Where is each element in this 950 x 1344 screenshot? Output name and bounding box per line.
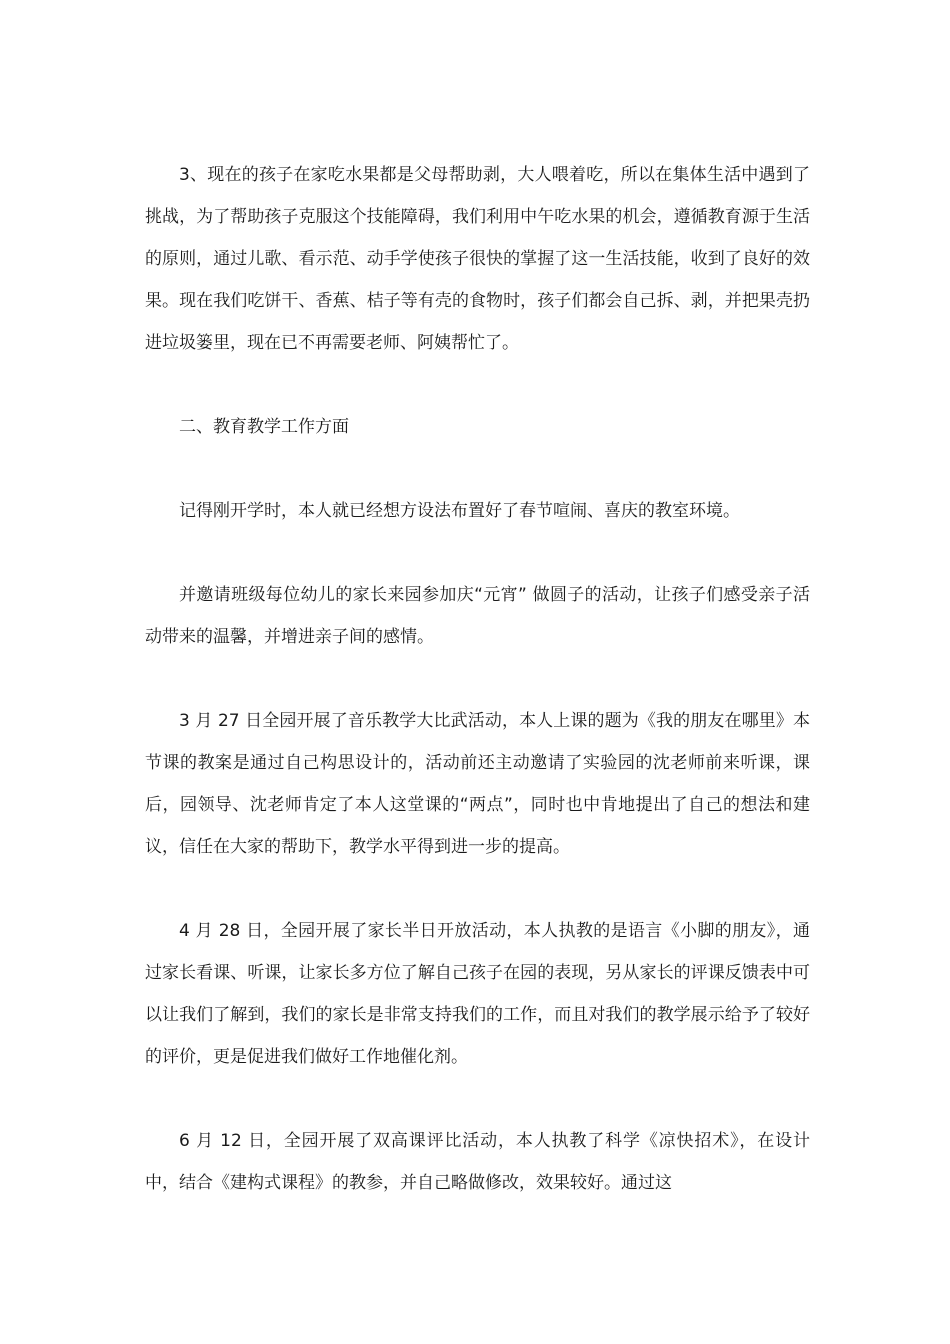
paragraph-classroom-environment: 记得刚开学时，本人就已经想方设法布置好了春节喧闹、喜庆的教室环境。 [179,501,740,521]
paragraph-parent-open-day: 4 月 28 日，全园开展了家长半日开放活动，本人执教的是语言《小脚的朋友》，通过家长看课、听课，让家长多方位了解自己孩子在园的表现，另从家长的评课反馈表中可以让我们了解到，我们的家长是非常支持我们的工作，而且对我们的教学展示给予了较好的评价，更是促进我们做好工作地催化剂。 [145,921,810,1067]
section-heading-teaching: 二、教育教学工作方面 [179,417,349,437]
paragraph-lantern-festival: 并邀请班级每位幼儿的家长来园参加庆“元宵” 做圆子的活动，让孩子们感受亲子活动带来的温馨，并增进亲子间的感情。 [145,585,810,647]
paragraph-fruit-peeling: 3、现在的孩子在家吃水果都是父母帮助剥，大人喂着吃，所以在集体生活中遇到了挑战，为了帮助孩子克服这个技能障碍，我们利用中午吃水果的机会，遵循教育源于生活的原则，通过儿歌、看示范、动手学使孩子很快的掌握了这一生活技能，收到了良好的效果。现在我们吃饼干、香蕉、桔子等有壳的食物时，孩子们都会自己拆、剥，并把果壳扔进垃圾篓里，现在已不再需要老师、阿姨帮忙了。 [145,165,810,353]
paragraph-music-contest: 3 月 27 日全园开展了音乐教学大比武活动，本人上课的题为《我的朋友在哪里》本节课的教案是通过自己构思设计的，活动前还主动邀请了实验园的沈老师前来听课，课后，园领导、沈老师肯定了本人这堂课的“两点”，同时也中肯地提出了自己的想法和建议，信任在大家的帮助下，教学水平得到进一步的提高。 [145,711,810,857]
document-body [145,154,810,1246]
paragraph-science-lesson: 6 月 12 日，全园开展了双高课评比活动，本人执教了科学《凉快招术》，在设计中，结合《建构式课程》的教参，并自己略做修改，效果较好。通过这 [145,1131,810,1193]
